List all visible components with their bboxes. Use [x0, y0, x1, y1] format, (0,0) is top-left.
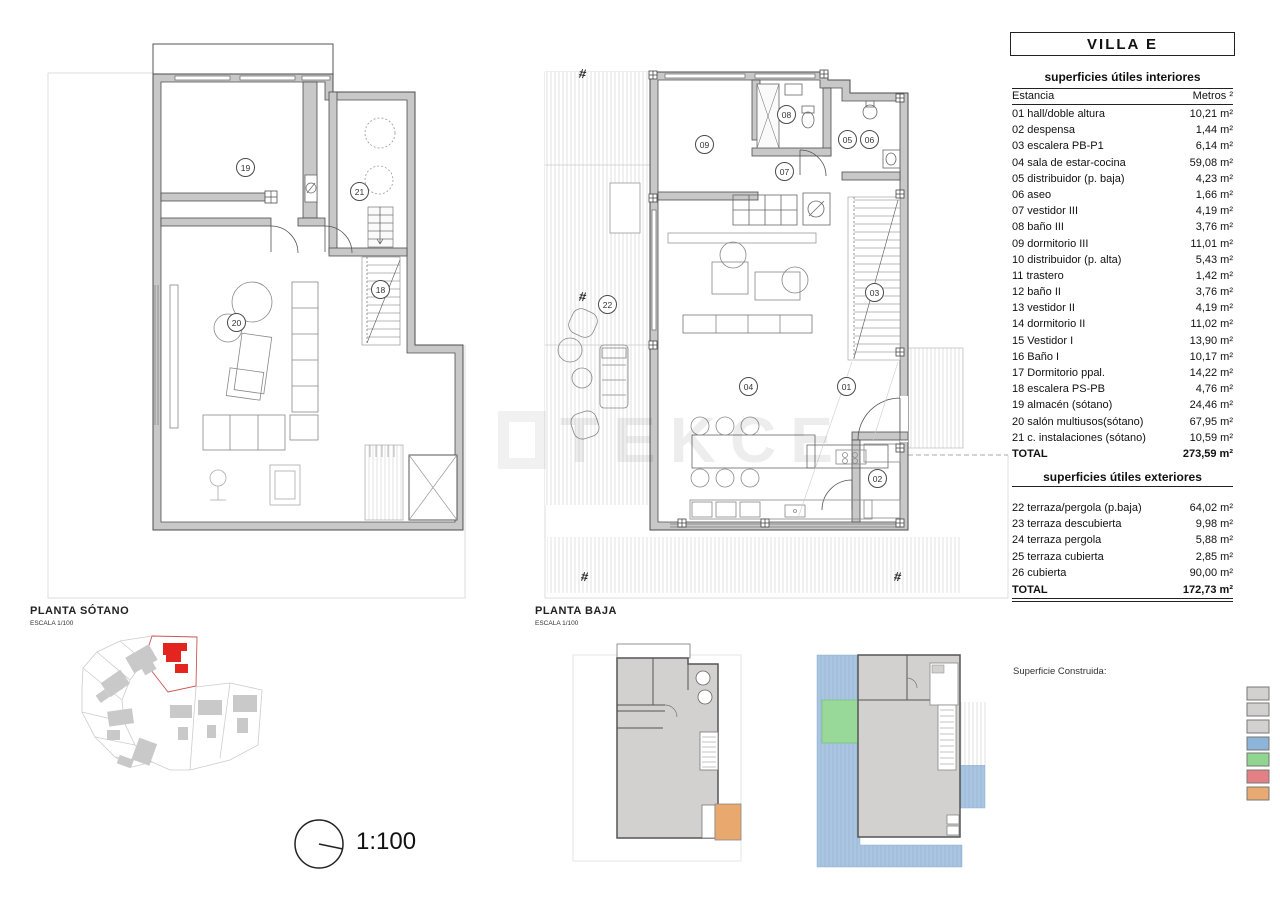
hatch-right — [960, 702, 988, 765]
interior-row: 04 sala de estar-cocina 59,08 m² — [1012, 156, 1233, 169]
elevator-shaft — [365, 445, 457, 520]
site-plan — [80, 620, 300, 800]
legend-swatches — [1246, 686, 1272, 804]
fixture-circle — [698, 690, 712, 704]
room-circle: 08 — [777, 105, 796, 124]
highlighted-building — [163, 643, 188, 673]
terrace-orange — [715, 804, 741, 840]
room-circle: 21 — [350, 182, 369, 201]
legend-swatch — [1247, 703, 1269, 716]
interior-total: TOTAL 273,59 m² — [1012, 448, 1233, 460]
legend-label: Superficie Construida: — [1013, 666, 1107, 677]
massing-plan-ground — [812, 648, 997, 878]
room-circle: 07 — [775, 162, 794, 181]
fixture — [947, 815, 959, 824]
shaft — [702, 805, 715, 838]
exterior-section-title: superficies útiles exteriores — [1043, 470, 1202, 484]
room-circle: 20 — [227, 313, 246, 332]
interior-section-title: superficies útiles interiores — [1044, 70, 1201, 84]
interior-row: 20 salón multiusos(sótano) 67,95 m² — [1012, 415, 1233, 428]
interior-row: 18 escalera PS-PB 4,76 m² — [1012, 383, 1233, 396]
fixture — [947, 826, 959, 835]
interior-row: 14 dormitorio II 11,02 m² — [1012, 318, 1233, 331]
interior-row: 16 Baño I 10,17 m² — [1012, 350, 1233, 363]
ground-plan-label: PLANTA BAJA — [535, 605, 617, 617]
exterior-row: 22 terraza/pergola (p.baja) 64,02 m² — [1012, 502, 1233, 514]
interior-row: 15 Vestidor I 13,90 m² — [1012, 334, 1233, 347]
rule — [1012, 601, 1233, 602]
interior-row: 03 escalera PB-P1 6,14 m² — [1012, 140, 1233, 153]
room-circle: 22 — [598, 295, 617, 314]
exterior-row: 23 terraza descubierta 9,98 m² — [1012, 518, 1233, 531]
massing-plan-basement — [565, 635, 750, 870]
interior-row: 06 aseo 1,66 m² — [1012, 188, 1233, 201]
interior-row: 19 almacén (sótano) 24,46 m² — [1012, 399, 1233, 412]
room-circle: 03 — [865, 283, 884, 302]
legend-swatch — [1247, 787, 1269, 800]
rule — [1012, 88, 1233, 89]
interior-row: 13 vestidor II 4,19 m² — [1012, 302, 1233, 315]
lightwell — [617, 644, 690, 658]
room-circle: 04 — [739, 377, 758, 396]
basement-floor-plan — [40, 30, 470, 610]
scale-indicator — [292, 818, 348, 874]
lightwell — [153, 44, 333, 74]
interior-row: 07 vestidor III 4,19 m² — [1012, 205, 1233, 218]
ground-plan-scale: ESCALA 1/100 — [535, 620, 579, 627]
scale-text: 1:100 — [356, 828, 417, 855]
interior-row: 17 Dormitorio ppal. 14,22 m² — [1012, 367, 1233, 379]
scale-hand — [319, 844, 343, 849]
table-header — [1012, 90, 1233, 102]
interior-row: 10 distribuidor (p. alta) 5,43 m² — [1012, 253, 1233, 266]
interior-row: 21 c. instalaciones (sótano) 10,59 m² — [1012, 431, 1233, 444]
col-estancia: Estancia — [1012, 90, 1055, 102]
room-circle: 06 — [860, 130, 879, 149]
stairs-18 — [362, 257, 400, 345]
exterior-row: 26 cubierta 90,00 m² — [1012, 566, 1233, 579]
patio-detail — [932, 665, 944, 673]
interior-row: 09 dormitorio III 11,01 m² — [1012, 237, 1233, 250]
stairs — [938, 705, 956, 770]
exterior-total: TOTAL 172,73 m² — [1012, 584, 1233, 596]
interior-row: 08 baño III 3,76 m² — [1012, 221, 1233, 234]
survey-mark: # — [579, 568, 590, 585]
exterior-row: 25 terraza cubierta 2,85 m² — [1012, 550, 1233, 563]
terrace-blue-patch — [958, 765, 985, 808]
exterior-rows — [1012, 500, 1233, 581]
survey-mark: # — [892, 568, 903, 585]
basement-plan-scale: ESCALA 1/100 — [30, 620, 74, 627]
rule — [1012, 486, 1233, 487]
legend-swatch — [1247, 753, 1269, 766]
small-stair — [368, 207, 393, 247]
wc-fixture — [305, 175, 317, 202]
terrace-green — [822, 700, 858, 743]
villa-title: VILLA E — [1010, 32, 1235, 56]
room-circle: 09 — [695, 135, 714, 154]
legend-swatch — [1247, 770, 1269, 783]
legend-swatch — [1247, 687, 1269, 700]
survey-mark: # — [577, 65, 588, 82]
legend-swatch — [1247, 720, 1269, 733]
room-circle: 01 — [837, 377, 856, 396]
rule — [1012, 104, 1233, 105]
interior-row: 01 hall/doble altura 10,21 m² — [1012, 108, 1233, 120]
room-circle: 05 — [838, 130, 857, 149]
col-metros: Metros ² — [1192, 90, 1233, 102]
interior-row: 02 despensa 1,44 m² — [1012, 124, 1233, 137]
room-circle: 18 — [371, 280, 390, 299]
rule — [1012, 598, 1233, 599]
ground-floor-plan — [530, 60, 1010, 610]
basement-plan-label: PLANTA SÓTANO — [30, 605, 130, 617]
survey-mark: # — [577, 288, 588, 305]
exterior-row: 24 terraza pergola 5,88 m² — [1012, 534, 1233, 547]
interior-row: 12 baño II 3,76 m² — [1012, 286, 1233, 299]
room-circle: 02 — [868, 469, 887, 488]
legend-swatch — [1247, 737, 1269, 750]
interior-row: 11 trastero 1,42 m² — [1012, 269, 1233, 282]
interior-row: 05 distribuidor (p. baja) 4,23 m² — [1012, 172, 1233, 185]
fixture-circle — [696, 671, 710, 685]
area-table — [1012, 70, 1233, 610]
interior-rows — [1012, 106, 1233, 446]
room-circle: 19 — [236, 158, 255, 177]
stairs — [700, 732, 718, 770]
neighbor-buildings — [96, 644, 257, 768]
